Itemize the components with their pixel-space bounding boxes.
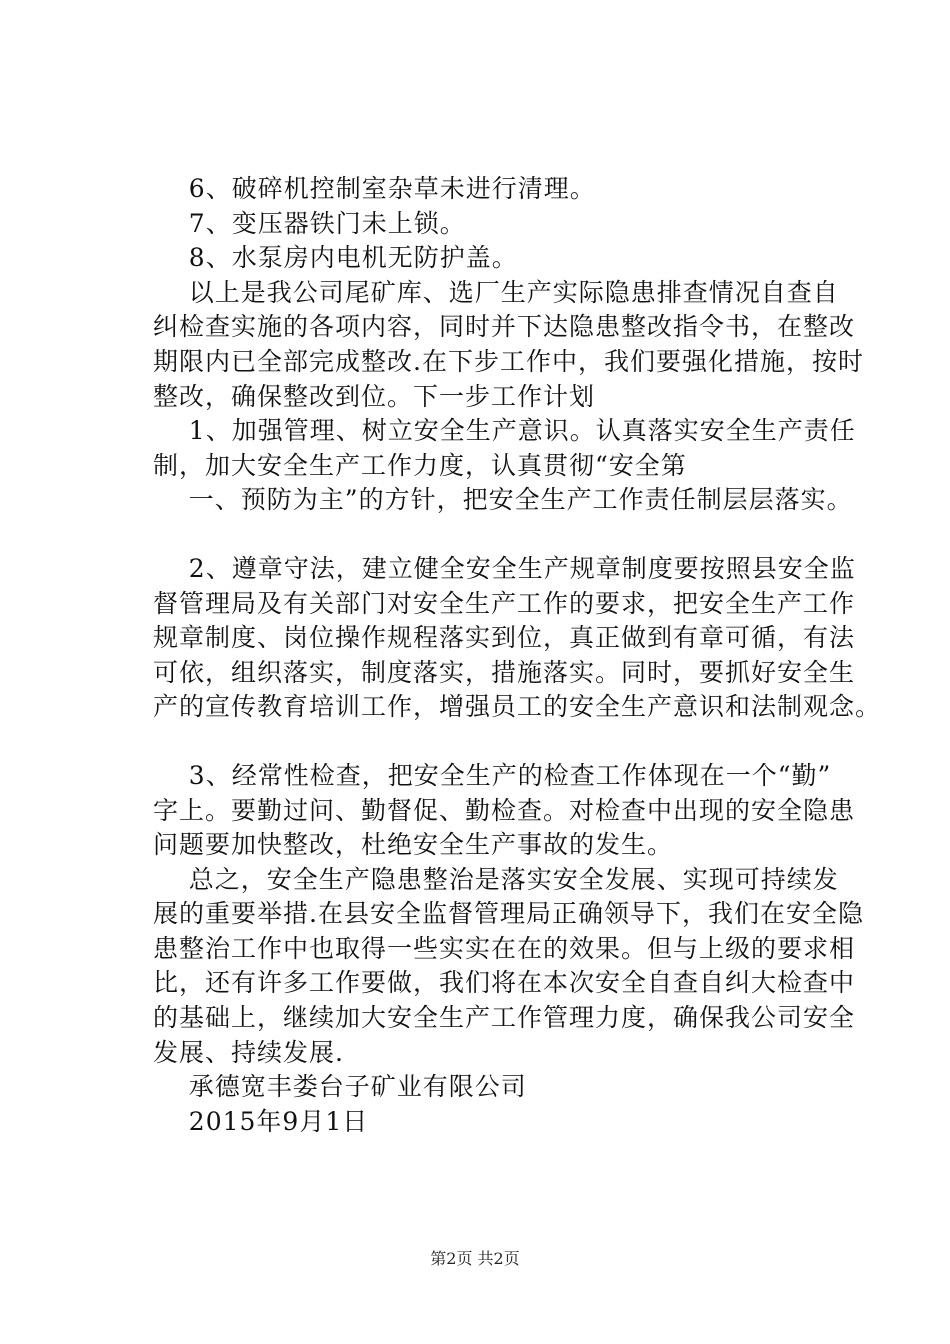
text-line: 字上。要勤过问、勤督促、勤检查。对检查中出现的安全隐患 bbox=[153, 795, 856, 825]
document-body bbox=[153, 172, 882, 1139]
text-line: 问题要加快整改，杜绝安全生产事故的发生。 bbox=[153, 830, 674, 860]
text-line: 承德宽丰娄台子矿业有限公司 bbox=[153, 1072, 527, 1102]
text-line: 3、经常性检查，把安全生产的检查工作体现在一个“勤” bbox=[153, 760, 832, 790]
text-line: 6、破碎机控制室杂草未进行清理。 bbox=[153, 174, 596, 203]
text-line: 总之，安全生产隐患整治是落实安全发展、实现可持续发 bbox=[153, 864, 839, 894]
text-line: 展的重要举措.在县安全监督管理局正确领导下，我们在安全隐 bbox=[153, 899, 864, 929]
text-line: 发展、持续发展. bbox=[153, 1037, 344, 1067]
text-line: 患整治工作中也取得一些实实在在的效果。但与上级的要求相 bbox=[153, 933, 856, 963]
blank-line bbox=[153, 518, 853, 552]
text-line: 2015年9月1日 bbox=[153, 1106, 369, 1136]
text-line: 整改，确保整改到位。下一步工作计划 bbox=[153, 381, 596, 411]
text-line: 一、预防为主”的方针，把安全生产工作责任制层层落实。 bbox=[153, 485, 853, 515]
text-line: 制，加大安全生产工作力度，认真贯彻“安全第 bbox=[153, 450, 687, 480]
text-line: 的基础上，继续加大安全生产工作管理力度，确保我公司安全 bbox=[153, 1003, 856, 1033]
text-line: 2、遵章守法，建立健全安全生产规章制度要按照县安全监 bbox=[153, 553, 856, 583]
text-line: 期限内已全部完成整改.在下步工作中，我们要强化措施，按时 bbox=[153, 346, 864, 376]
text-line: 8、水泵房内电机无防护盖。 bbox=[153, 243, 518, 273]
text-line: 以上是我公司尾矿库、选厂生产实际隐患排查情况自查自 bbox=[153, 277, 839, 307]
text-line: 比，还有许多工作要做，我们将在本次安全自查自纠大检查中 bbox=[153, 968, 856, 998]
text-line: 可依，组织落实，制度落实，措施落实。同时，要抓好安全生 bbox=[153, 657, 856, 687]
text-line: 纠检查实施的各项内容，同时并下达隐患整改指令书，在整改 bbox=[153, 312, 856, 342]
text-line: 督管理局及有关部门对安全生产工作的要求，把安全生产工作 bbox=[153, 588, 856, 618]
text-line: 7、变压器铁门未上锁。 bbox=[153, 208, 466, 238]
text-line: 1、加强管理、树立安全生产意识。认真落实安全生产责任 bbox=[153, 416, 856, 446]
page-footer: 第2页 共2页 bbox=[430, 1249, 520, 1268]
text-line: 产的宣传教育培训工作，增强员工的安全生产意识和法制观念。 bbox=[153, 692, 882, 722]
blank-line bbox=[153, 725, 853, 759]
text-line: 规章制度、岗位操作规程落实到位，真正做到有章可循，有法 bbox=[153, 623, 856, 653]
